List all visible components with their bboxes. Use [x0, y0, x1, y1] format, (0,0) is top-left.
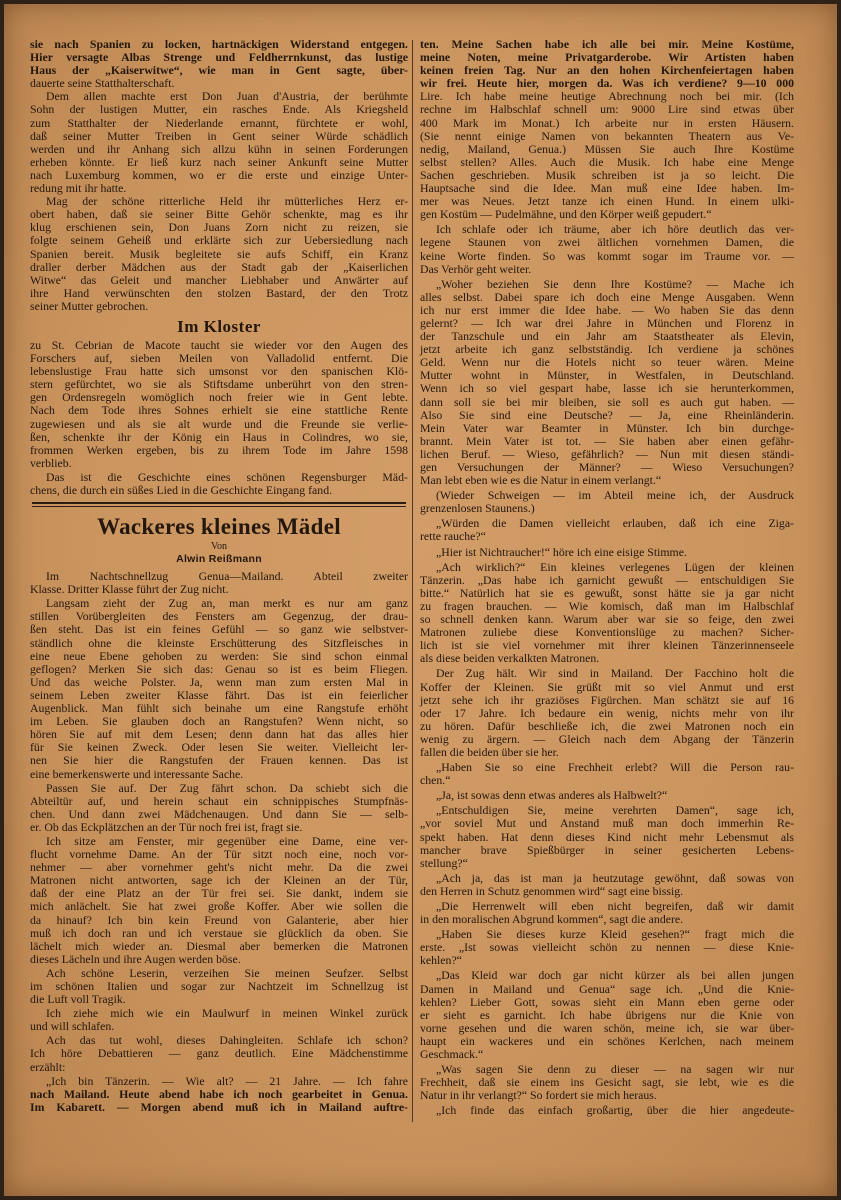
text-line: chen.“ [420, 773, 451, 788]
text-line: Matronen nicht antworten, sage ich der Kleinen an der Tür, [30, 873, 408, 888]
text-line: muß ich doch ran und ich verstaue sie glücklich da oben. Sie [30, 925, 408, 940]
left-column [30, 38, 408, 1114]
text-line: da hinauf? Ich bin kein Freund von Galanterie, aber hier [30, 912, 408, 927]
paragraph [420, 872, 794, 898]
text-line: wenig zu ärgern. — Gleich nach dem Abgang der Tänzerin [420, 731, 794, 746]
text-line: nen Sie hier die Rangstufen der Frauen kennen. Das ist [30, 753, 408, 768]
text-line: Natur in ihr verlangt?“ So fordert sie mich heraus. [420, 1088, 657, 1103]
paragraph [420, 667, 794, 759]
text-line: klug erschienen sein, Don Juans Zorn nicht zu reizen, sie [30, 220, 408, 235]
paragraph [420, 561, 794, 666]
text-line: jetzt arbeite ich ganz selbstständig. Ich verdiene ja schönes [420, 342, 794, 357]
text-line: Sohn der lustigen Mutter, ein rasches Ende. Als Kriegsheld [30, 102, 408, 117]
text-line: Das ist die Geschichte eines schönen Regensburger Mäd- [46, 469, 408, 484]
text-line: erzählt: [30, 1059, 66, 1074]
text-line: gen Ordensregeln womöglich noch freier wie in Gent lebte. [30, 390, 408, 405]
text-line: lich ist sie viel vornehmer mit ihrer kleinen Tänzerinnenseele [420, 638, 794, 653]
text-line: er sieht es garnicht. Ich habe übrigens nur die Knie von [420, 1007, 794, 1022]
paragraph [30, 835, 408, 966]
paragraph [30, 597, 408, 780]
text-line: Dem allen machte erst Don Juan d'Austria, der berühmte [46, 89, 408, 104]
text-line: nach Luxemburg kommen, wo er die erste und einzige Unter- [30, 167, 408, 182]
text-line: Ich höre Debattieren — ganz deutlich. Eine Mädchenstimme [30, 1046, 408, 1061]
text-line: chen. Und dann zwei Mädchenaugen. Und dann Sie — selb- [30, 806, 408, 821]
paragraph [30, 1034, 408, 1073]
paragraph [420, 489, 794, 515]
text-line: nehmer — aber vornehmer geht's nicht mehr. Da die zwei [30, 860, 408, 875]
intro-text [30, 38, 408, 313]
text-line: er. Ob das Eckplätzchen an der Tür noch frei ist, fragt sie. [30, 819, 303, 834]
text-line: erheben könnte. Er ließ kurz nach seiner Ankunft seine Mutter [30, 154, 408, 169]
text-line: Ich schlafe oder ich träume, aber ich höre deutlich das ver- [436, 222, 794, 237]
paragraph [30, 38, 408, 90]
text-line: Mutter wohnt in Münster, in Westfalen, in Deutschland. [420, 368, 794, 383]
text-line: Also Sie sind eine Deutsche? — Ja, eine Rheinländerin. [420, 407, 794, 422]
text-line: meine Noten, meine Privatgarderobe. Wir Artisten haben [420, 50, 794, 65]
text-line: werden und ihr Anhang sich allzu kühn in seinen Forderungen [30, 141, 408, 156]
paragraph [30, 570, 408, 596]
text-line: „vor soviel Mut und Anstand muß man doch immerhin Re- [420, 816, 794, 831]
text-line: ten. Meine Sachen habe ich alle bei mir. Meine Kostüme, [420, 37, 794, 51]
text-line: draller derber Mädchen aus der Stadt gab der „Kaiserlichen [30, 259, 408, 274]
right-column [420, 38, 794, 1118]
paragraph [420, 546, 794, 559]
text-line: seiner Mutter gebrochen. [30, 298, 149, 313]
byline-author: Alwin Reißmann [176, 553, 262, 566]
text-line: Mag der schöne ritterliche Held ihr mütterliches Herz er- [46, 194, 408, 209]
text-line: Geld. Wenn nur die Hotels nicht so teuer wären. Meine [420, 355, 794, 370]
text-line: dieses Lächeln und ihre Augen werden böse. [30, 951, 241, 966]
text-line: nedig, Mailand, Genua.) Müssen Sie auch Ihre Kostüme [420, 141, 794, 156]
text-line: so schnell denken kann. Warum aber war sie so feige, den zwei [420, 612, 794, 627]
text-line: Ach das tut wohl, dieses Dahingleiten. Schlafe ich schon? [46, 1033, 408, 1048]
byline-von: Von [211, 541, 227, 553]
text-line: Und das weiche Polster. Ja, wenn man zum ersten Mal in [30, 674, 408, 689]
text-line: Tänzerin. „Das habe ich garnicht gewußt — entschuldigen Sie [420, 572, 794, 587]
text-line: 400 Mark im Monat.) Ich arbeite nur in ersten Häusern. [420, 115, 794, 130]
text-line: brannt. Mein Vater ist tot. — Sie haben aber einen gefähr- [420, 433, 794, 448]
text-line: dauerte seine Statthalterschaft. [30, 76, 175, 91]
text-line: im schönen Italien und sogar zur Nachtzeit im Schnellzug ist [30, 979, 408, 993]
text-line: zugewiesen und als sie alt wurde und die Freunde sie verlie- [30, 416, 408, 431]
text-line: haupt ein wackeres und ein schönes Kerlchen, nach meinem [420, 1033, 794, 1048]
text-line: Nach dem Tode ihres Sohnes erhielt sie eine stattliche Rente [30, 403, 408, 418]
text-line: mer was Neues. Jetzt tanze ich einen Hund. In einem ulki- [420, 194, 794, 209]
newspaper-clipping [4, 4, 837, 1196]
text-line: keine Worte finden. So was kommt sogar im Traume vor. — [420, 248, 794, 263]
paragraph [420, 223, 794, 275]
column-rule [412, 40, 413, 1122]
text-line: ßen steht. Das ist ein feines Gefühl — so ganz wie selbstver- [30, 622, 408, 637]
text-line: Im Kabarett. — Morgen abend muß ich in Mailand auftre- [30, 1099, 408, 1114]
text-line: fallen die beiden über sie her. [420, 744, 559, 759]
text-line: und will schlafen. [30, 1019, 115, 1034]
text-line: zum Statthalter der Niederlande ernannt, fürchtete er wohl, [30, 115, 408, 130]
text-line: „Ach wirklich?“ Ein kleines verlegenes Lügen der kleinen [436, 559, 794, 574]
text-line: (Sie nennt einige Namen von bekannten Theatern aus Ve- [420, 128, 794, 143]
text-line: seinem Leben zweiter Klasse fährt. Das ist ein feierlicher [30, 687, 408, 702]
section-text [30, 339, 408, 497]
text-line: zu hören. Dafür beschließe ich, die zwei Matronen noch ein [420, 718, 794, 733]
paragraph [420, 1063, 794, 1102]
text-line: Abteiltür auf, und herein schaut ein schnippisches Stumpfnäs- [30, 793, 408, 808]
text-line: Ich sitze am Fenster, mir gegenüber eine Dame, eine ver- [46, 833, 408, 848]
text-line: den Herren in Schutz genommen wird“ sagt eine bissig. [420, 883, 684, 898]
story-text-continued [420, 38, 794, 1118]
text-line: Augenblick. Man fühlt sich beinahe um eine Rangstufe erhöht [30, 701, 408, 716]
text-line: „Woher beziehen Sie denn Ihre Kostüme? — Mache ich [436, 276, 794, 291]
text-line: Mein Vater war Beamter in Münster. Ich bin durchge- [420, 420, 794, 435]
section-heading: Im Kloster [177, 316, 261, 336]
story-title: Wackeres kleines Mädel [97, 514, 341, 540]
paragraph [420, 1104, 794, 1117]
text-line: wir frei. Heute hier, morgen da. Was ich verdiene? 9—10 000 [420, 76, 794, 91]
text-line: hören Sie auf mit dem Lesen; denn dann hat das alles hier [30, 727, 408, 742]
text-line: Geschmack.“ [420, 1047, 484, 1062]
text-line: Langsam zieht der Zug an, man merkt es nur am ganz [46, 596, 408, 611]
text-line: Wenn ich so viel gespart habe, lasse ich sie herunterkommen, [420, 381, 794, 396]
text-line: redung mit ihr hatte. [30, 181, 127, 196]
text-line: jetzt sehe ich ihr graziöses Figürchen. Man schätzt sie auf 16 [420, 692, 794, 707]
paragraph [420, 900, 794, 926]
text-line: folgte seinem Geheiß und erklärte sich zur Uebersiedlung nach [30, 233, 408, 248]
paragraph [420, 38, 794, 221]
paragraph [30, 195, 408, 313]
text-line: spekt haben. Hat denn dieses Kind nicht mehr Lebensmut als [420, 829, 794, 844]
text-line: Sachen geschrieben. Musik schreiben ist ja so leicht. Die [420, 167, 794, 182]
paragraph [420, 278, 794, 488]
text-line: rette rauche?“ [420, 529, 486, 544]
text-line: gen Versuchungen der Männer? — Wieso Versuchungen? [420, 460, 794, 474]
text-line: mancher brave Spießbürger in seiner gesicherten Lebens- [420, 842, 794, 857]
text-line: lebenslustige Frau hatte sich umsonst vor den spanischen Klö- [30, 364, 408, 379]
paragraph [420, 969, 794, 1061]
text-line: „Ich finde das einfach großartig, über die hier angedeute- [436, 1103, 794, 1118]
text-line: (Wieder Schweigen — im Abteil meine ich, der Ausdruck [436, 488, 794, 503]
text-line: Passen Sie auf. Der Zug fährt schon. Da schiebt sich die [46, 780, 408, 795]
text-line: stillen Vorübergleiten des Fensters am Gegenzug, der drau- [30, 609, 408, 624]
text-line: im Leben. Sie glauben doch an Rangstufen? Wenn nicht, so [30, 714, 408, 729]
paragraph [420, 517, 794, 543]
text-line: der Tanzschule und ein Jahr am Staatstheater als Elevin, [420, 329, 794, 344]
text-line: chens, die durch ein süßes Lied in die Geschichte Eingang fand. [30, 483, 333, 497]
text-line: die Luft voll Tragik. [30, 992, 126, 1007]
text-line: Ach schöne Leserin, verzeihen Sie meinen Seufzer. Selbst [46, 965, 408, 980]
text-line: für Sie keinen Zweck. Oder lesen Sie weiter. Vielleicht ler- [30, 740, 408, 755]
text-line: bitte.“ Natürlich hat sie es gewußt, sonst hätte sie ja gar nicht [420, 585, 794, 600]
text-line: „Haben Sie dieses kurze Kleid gesehen?“ fragt mich die [436, 927, 794, 942]
text-line: grenzenlosen Staunens.) [420, 501, 535, 516]
text-line: Matronen zuliebe diese Konventionslüge zu machen? Sicher- [420, 625, 794, 640]
text-line: zu St. Cebrian de Macote taucht sie wieder vor den Augen des [30, 337, 408, 352]
section-separator [32, 502, 406, 507]
text-line: legene Staunen von zwei ältlichen vornehmen Damen, die [420, 235, 794, 250]
text-line: flucht vornehme Dame. An der Tür sitzt noch eine, noch vor- [30, 847, 408, 862]
text-line: lichen Beruf. — Wieso, gefährlich? — Nun mit diesen ständi- [420, 446, 794, 461]
text-line: alles selbst. Dabei spare ich doch eine Menge Ausgaben. Wenn [420, 289, 794, 304]
text-line: „Würden die Damen vielleicht erlauben, daß ich eine Ziga- [436, 516, 794, 531]
text-line: „Die Herrenwelt will eben nicht begreifen, daß wir damit [436, 899, 794, 913]
text-line: eine bemerkenswerte und interessante Sache. [30, 766, 244, 781]
paragraph [420, 789, 794, 802]
text-line: selbst stellen? Alles. Auch die Musik. Ich habe eine Menge [420, 154, 794, 169]
text-line: „Ach ja, das ist man ja heutzutage gewöhnt, daß sowas von [436, 870, 794, 885]
text-line: „Das Kleid war doch gar nicht kürzer als bei allen jungen [436, 968, 794, 983]
text-line: „Was sagen Sie denn zu dieser — na sagen wir nur [436, 1062, 794, 1077]
text-line: ßen, schenkte ihr der König ein Haus in Colindres, wo sie, [30, 429, 408, 444]
text-line: gen Kostüm — Pudelmähne, und den Körper weiß gepudert.“ [420, 207, 712, 222]
text-line: „Ich bin Tänzerin. — Wie alt? — 21 Jahre. — Ich fahre [46, 1073, 408, 1088]
text-line: ständlich ohne die kleinste Erschütterung des Sitzfleisches in [30, 635, 408, 650]
text-line: Haus der „Kaiserwitwe“, wie man in Gent sagte, über- [30, 63, 408, 78]
text-line: keinen freien Tag. Nur an den hohen Kirchenfeiertagen haben [420, 63, 794, 78]
text-line: frommen Werken ergeben, bis zu ihrem Tode im Jahre 1598 [30, 442, 408, 457]
text-line: „Entschuldigen Sie, meine verehrten Damen“, sage ich, [436, 803, 794, 818]
text-line: vorne gesehen und die waren schön, meine ich, sie war über- [420, 1020, 794, 1035]
text-line: ihre Hand verwünschten den stolzen Bastard, der den Trotz [30, 285, 408, 300]
text-line: Witwe“ das Geleit und mancher Liebhaber und Anwärter auf [30, 272, 408, 287]
text-line: „Ja, ist sowas denn etwas anderes als Halbwelt?“ [436, 788, 668, 803]
text-line: in den moralischen Abgrund kommen“, sagt die andere. [420, 912, 684, 927]
text-line: Hauptsache sind die Idee. Man muß eine Idee haben. Im- [420, 181, 794, 196]
paragraph [30, 1007, 408, 1033]
text-line: Im Nachtschnellzug Genua—Mailand. Abteil zweiter [46, 569, 408, 584]
text-line: dann soll sie bei mir bleiben, sie soll es auch gut haben. — [420, 394, 794, 409]
text-line: erste. „Ist sowas vielleicht schön zu nennen — diese Knie- [420, 940, 794, 955]
text-line: rechne im Halbschlaf schnell um: 9000 Lire sind etwas über [420, 102, 794, 117]
text-line: Damen in Mailand und Genua“ sage ich. „Und die Knie- [420, 981, 794, 996]
text-line: ich nur erst immer die Idee habe. — Wo haben Sie das denn [420, 302, 794, 317]
text-line: geflogen? Merken Sie sich das: Genau so ist es beim Fliegen. [30, 661, 408, 676]
paragraph [420, 928, 794, 967]
text-line: Das Verhör geht weiter. [420, 261, 532, 276]
text-line: Man lebt eben wie es die Natur in einem verlangt.“ [420, 473, 662, 488]
text-line: sie nach Spanien zu locken, hartnäckigen Widerstand entgegen. [30, 37, 408, 51]
paragraph [30, 967, 408, 1006]
paragraph [420, 804, 794, 869]
text-line: verblieb. [30, 455, 72, 470]
paragraph [420, 761, 794, 787]
text-line: daß seiner Mutter Treiben in Gent seiner Würde schädlich [30, 128, 408, 143]
text-line: stellung?“ [420, 855, 468, 870]
story-text [30, 570, 408, 1114]
text-line: „Haben Sie so eine Frechheit erlebt? Will die Person rau- [436, 760, 794, 775]
text-line: nach Mailand. Heute abend habe ich noch gearbeitet in Genua. [30, 1086, 408, 1101]
text-line: obert haben, daß sie seiner Bitte Gehör schenkte, mag es ihr [30, 207, 408, 222]
text-line: kehlen? Lieber Gott, sowas sieht ein Mann eben gerne oder [420, 994, 794, 1009]
text-line: eine neue Ebene gehoben zu werden: Sie sind schon einmal [30, 648, 408, 663]
text-line: Frechheit, daß sie einem ins Gesicht sagt, sie lebt, wie es die [420, 1075, 794, 1090]
text-line: Hier versagte Albas Strenge und Feldherrnkunst, das lustige [30, 50, 408, 65]
text-line: gelernt? — Ich war drei Jahre in München und Florenz in [420, 315, 794, 330]
text-line: „Hier ist Nichtraucher!“ höre ich eine eisige Stimme. [436, 544, 687, 559]
paragraph [30, 782, 408, 834]
text-line: mich anlächelt. Sie hat zwei große Koffer. Aber wie sollen die [30, 899, 408, 914]
paragraph [30, 1075, 408, 1114]
text-line: kehlen?“ [420, 953, 462, 968]
text-line: Koffer der Kleinen. Sie grüßt mit so viel Anmut und erst [420, 679, 794, 694]
text-line: als diese beiden verkalkten Matronen. [420, 651, 600, 666]
paragraph [30, 339, 408, 470]
text-line: zu fragen brauchen. — Wie komisch, daß man im Halbschlaf [420, 598, 794, 613]
text-line: lächelt mich wieder an. Diesmal aber bemerken die Matronen [30, 938, 408, 953]
text-line: Klasse. Dritter Klasse führt der Zug nicht. [30, 582, 229, 597]
paragraph [30, 471, 408, 497]
text-line: Der Zug hält. Wir sind in Mailand. Der Facchino holt die [436, 666, 794, 681]
text-line: stern gefürchtet, wo sie als Stiftsdame unberührt von den stren- [30, 377, 408, 392]
text-line: Forschers auf, sieben Meilen von Valladolid entfernt. Die [30, 351, 408, 366]
text-line: oder 17 Jahre. Ich bedaure ein wenig, nichts mehr von ihr [420, 705, 794, 720]
text-line: daß der eine Platz an der Tür frei sei. Sie dankt, indem sie [30, 886, 408, 901]
text-line: Lire. Ich habe meine heutige Abrechnung noch bei mir. (Ich [420, 89, 794, 104]
paragraph [30, 90, 408, 195]
text-line: Ich ziehe mich wie ein Maulwurf in meinen Winkel zurück [46, 1006, 408, 1021]
text-line: Spanien bereit. Musik begleitete sie aufs Schiff, ein Kranz [30, 246, 408, 261]
